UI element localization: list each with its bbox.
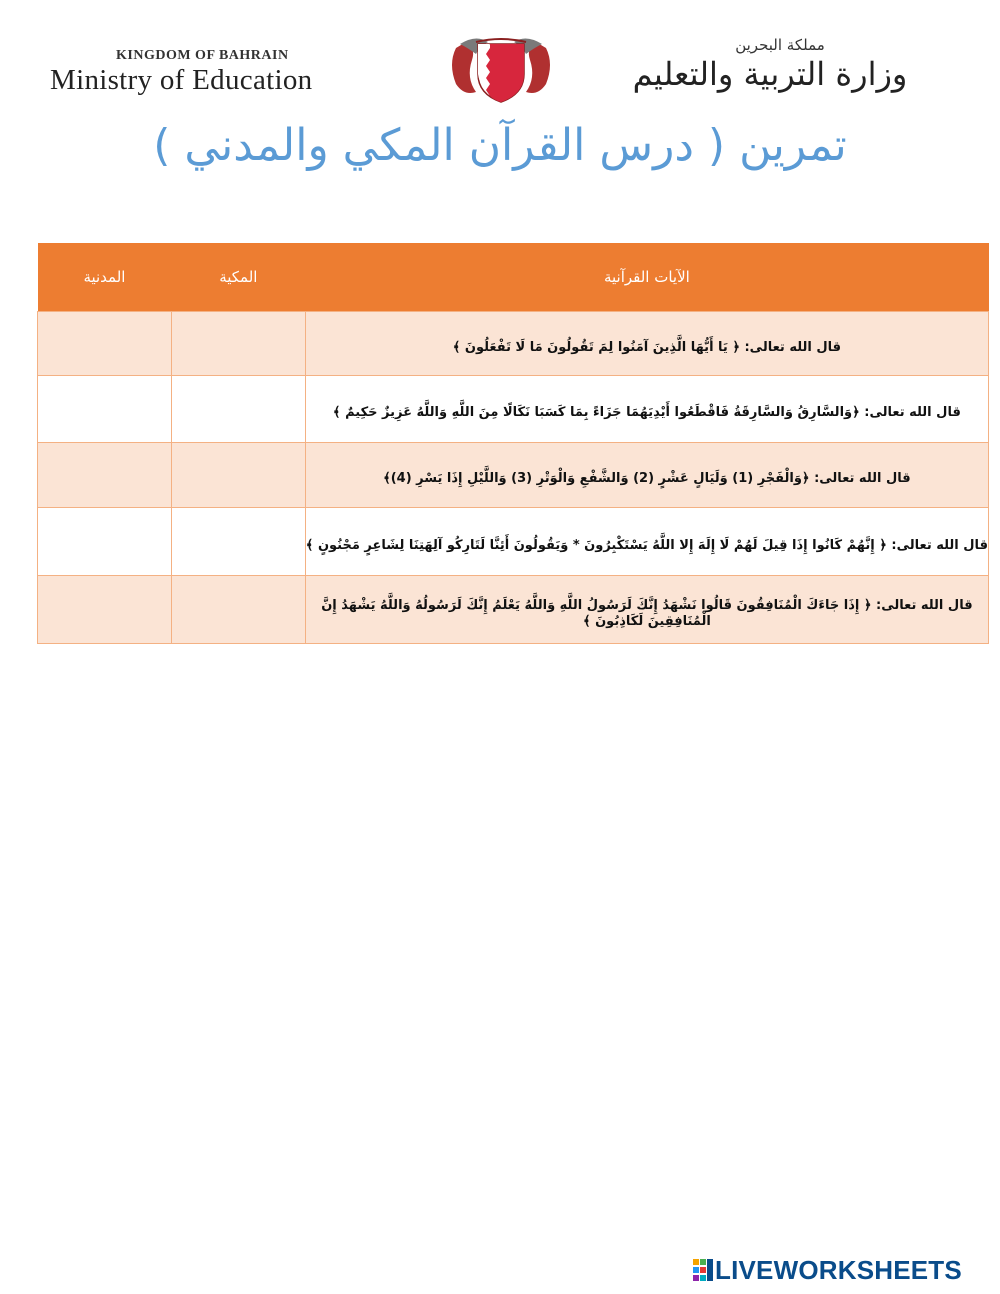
liveworksheets-brand: LIVEWORKSHEETS [715, 1255, 962, 1285]
madani-answer-cell[interactable] [38, 576, 172, 644]
table-header-row [38, 243, 989, 312]
madani-answer-cell[interactable] [38, 312, 172, 376]
makki-answer-cell[interactable] [171, 376, 305, 443]
makki-answer-cell[interactable] [171, 443, 305, 508]
verse-text: قال الله تعالى: ﴿وَالسَّارِقُ وَالسَّارِقَةُ فَاقْطَعُوا أَيْدِيَهُمَا جَزَاءً بِمَا كَسَبَا نَكَالًا مِنَ اللَّهِ وَاللَّهُ عَزِيزٌ حَكِيمٌ ﴾ [332, 405, 961, 420]
table-row [38, 376, 989, 443]
makki-answer-cell[interactable] [171, 312, 305, 376]
verse-cell [305, 576, 988, 644]
table-row [38, 443, 989, 508]
verse-cell [305, 508, 988, 576]
page-header [0, 0, 1000, 110]
verse-text: قال الله تعالى: ﴿ يَا أَيُّهَا الَّذِينَ آمَنُوا لِمَ تَقُولُونَ مَا لَا تَفْعَلُونَ ﴾ [452, 339, 842, 355]
table-row [38, 508, 989, 576]
header-makki: المكية [171, 243, 305, 312]
makki-answer-cell[interactable] [171, 508, 305, 576]
ministry-ar-label: وزارة التربية والتعليم [632, 55, 908, 93]
exercise-table [37, 243, 989, 644]
verse-cell [305, 443, 988, 508]
verse-text: قال الله تعالى: ﴿ إِذَا جَاءَكَ الْمُنَافِقُونَ قَالُوا نَشْهَدُ إِنَّكَ لَرَسُولُ اللَّهِ وَاللَّهُ يَعْلَمُ إِنَّكَ لَرَسُولُهُ وَاللَّهُ يَشْهَدُ إِنَّ الْمُنَافِقِينَ لَكَاذِبُونَ ﴾ [321, 597, 973, 629]
bahrain-emblem-icon [446, 34, 556, 104]
madani-answer-cell[interactable] [38, 443, 172, 508]
madani-answer-cell[interactable] [38, 508, 172, 576]
makki-answer-cell[interactable] [171, 576, 305, 644]
verse-cell [305, 376, 988, 443]
header-verses: الآيات القرآنية [305, 243, 988, 312]
kingdom-en-label: KINGDOM OF BAHRAIN [116, 48, 289, 63]
page-title: تمرين ( درس القرآن المكي والمدني ) [153, 120, 847, 171]
liveworksheets-logo [693, 1253, 993, 1287]
liveworksheets-icon [693, 1259, 713, 1281]
madani-answer-cell[interactable] [38, 376, 172, 443]
ministry-en-label: Ministry of Education [50, 64, 313, 96]
header-madani: المدنية [38, 243, 172, 312]
verse-cell [305, 312, 988, 376]
kingdom-ar-label: مملكة البحرين [735, 36, 825, 54]
verse-text: قال الله تعالى: ﴿وَالْفَجْرِ (1) وَلَيَالٍ عَشْرٍ (2) وَالشَّفْعِ وَالْوَتْرِ (3) وَاللَّيْلِ إِذَا يَسْرِ (4)﴾ [383, 471, 911, 486]
table-row [38, 312, 989, 376]
verse-text: قال الله تعالى: ﴿ إِنَّهُمْ كَانُوا إِذَا قِيلَ لَهُمْ لَا إِلَهَ إِلا اللَّهُ يَسْتَكْبِرُونَ * وَيَقُولُونَ أَئِنَّا لَتَارِكُو آلِهَتِنَا لِشَاعِرٍ مَجْنُونٍ ﴾ [305, 537, 988, 553]
table-row [38, 576, 989, 644]
